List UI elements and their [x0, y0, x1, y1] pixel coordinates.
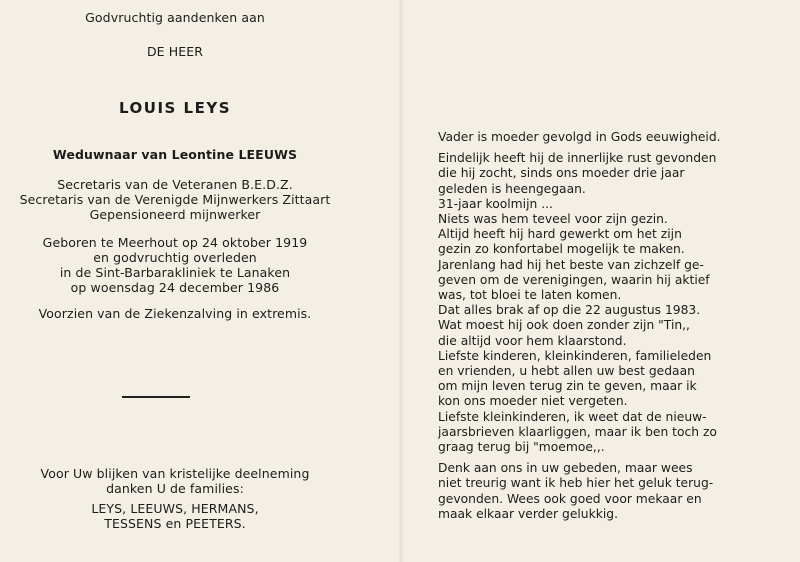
roles-block — [0, 177, 374, 222]
paragraph-2 — [438, 151, 768, 455]
text-line: om mijn leven terug zin te geven, maar ik — [438, 379, 697, 394]
text-line: Denk aan ons in uw gebeden, maar wees — [438, 461, 693, 476]
date-line: in de Sint-Barbarakliniek te Lanaken — [59, 265, 291, 280]
text-line: Vader is moeder gevolgd in Gods eeuwigheid. — [438, 130, 721, 144]
role-line: Secretaris van de Veteranen B.E.D.Z. — [57, 177, 293, 192]
left-panel — [0, 0, 398, 562]
sacrament-line: Voorzien van de Ziekenzalving in extremis. — [38, 306, 312, 321]
widower-line: Weduwnaar van Leontine LEEUWS — [52, 147, 298, 162]
text-line: en vrienden, u hebt allen uw best gedaan — [438, 364, 695, 379]
text-line: geleden is heengegaan. — [438, 181, 586, 196]
text-line: gevonden. Wees ook goed voor mekaar en — [438, 491, 702, 506]
families-line-2: TESSENS en PEETERS. — [104, 516, 246, 531]
paragraph-3 — [438, 461, 768, 522]
text-line: graag terug bij "moemoe,,. — [438, 440, 605, 455]
thanks-line-1: Voor Uw blijken van kristelijke deelneming — [40, 466, 310, 481]
card-fold — [398, 0, 404, 562]
role-line: Secretaris van de Verenigde Mijnwerkers Zittaart — [19, 192, 331, 207]
paragraph-1 — [438, 130, 768, 145]
text-line: Dat alles brak af op die 22 augustus 1983. — [438, 303, 701, 318]
text-line: niet treurig want ik heb hier het geluk terug- — [438, 476, 714, 491]
deceased-name: LOUIS LEYS — [118, 99, 232, 117]
text-line: Niets was hem teveel voor zijn gezin. — [438, 212, 668, 227]
divider-line — [122, 396, 190, 398]
text-line: Altijd heeft hij hard gewerkt om het zijn — [438, 227, 682, 242]
text-line: maak elkaar verder gelukkig. — [438, 506, 618, 521]
text-line: 31-jaar koolmijn ... — [438, 196, 553, 211]
dates-block — [0, 235, 374, 295]
date-line: Geboren te Meerhout op 24 oktober 1919 — [42, 235, 308, 250]
salutation: DE HEER — [146, 44, 204, 59]
text-line: gezin zo konfortabel mogelijk te maken. — [438, 242, 685, 257]
thanks-line-2: danken U de families: — [106, 481, 244, 496]
text-line: Jarenlang had hij het beste van zichzelf ge- — [438, 257, 704, 272]
text-line: Liefste kinderen, kleinkinderen, familieleden — [438, 348, 712, 363]
families-line-1: LEYS, LEEUWS, HERMANS, — [91, 501, 259, 516]
text-line: die hij zocht, sinds ons moeder drie jaar — [438, 166, 685, 181]
date-line: op woensdag 24 december 1986 — [70, 280, 280, 295]
text-line: die altijd voor hem klaarstond. — [438, 333, 627, 348]
text-line: Wat moest hij ook doen zonder zijn "Tin,, — [438, 318, 690, 333]
text-line: Liefste kleinkinderen, ik weet dat de nieuw- — [438, 409, 707, 424]
text-line: geven om de verenigingen, waarin hij aktief — [438, 272, 710, 287]
text-line: jaarsbrieven klaarliggen, maar ik ben toch zo — [438, 424, 717, 439]
date-line: en godvruchtig overleden — [93, 250, 257, 265]
text-line: was, tot bloei te laten komen. — [438, 288, 622, 303]
role-line: Gepensioneerd mijnwerker — [89, 207, 261, 222]
text-line: Eindelijk heeft hij de innerlijke rust gevonden — [438, 151, 717, 166]
memory-heading: Godvruchtig aandenken aan — [85, 10, 265, 25]
text-line: kon ons moeder niet vergeten. — [438, 394, 628, 409]
right-panel — [438, 130, 768, 522]
